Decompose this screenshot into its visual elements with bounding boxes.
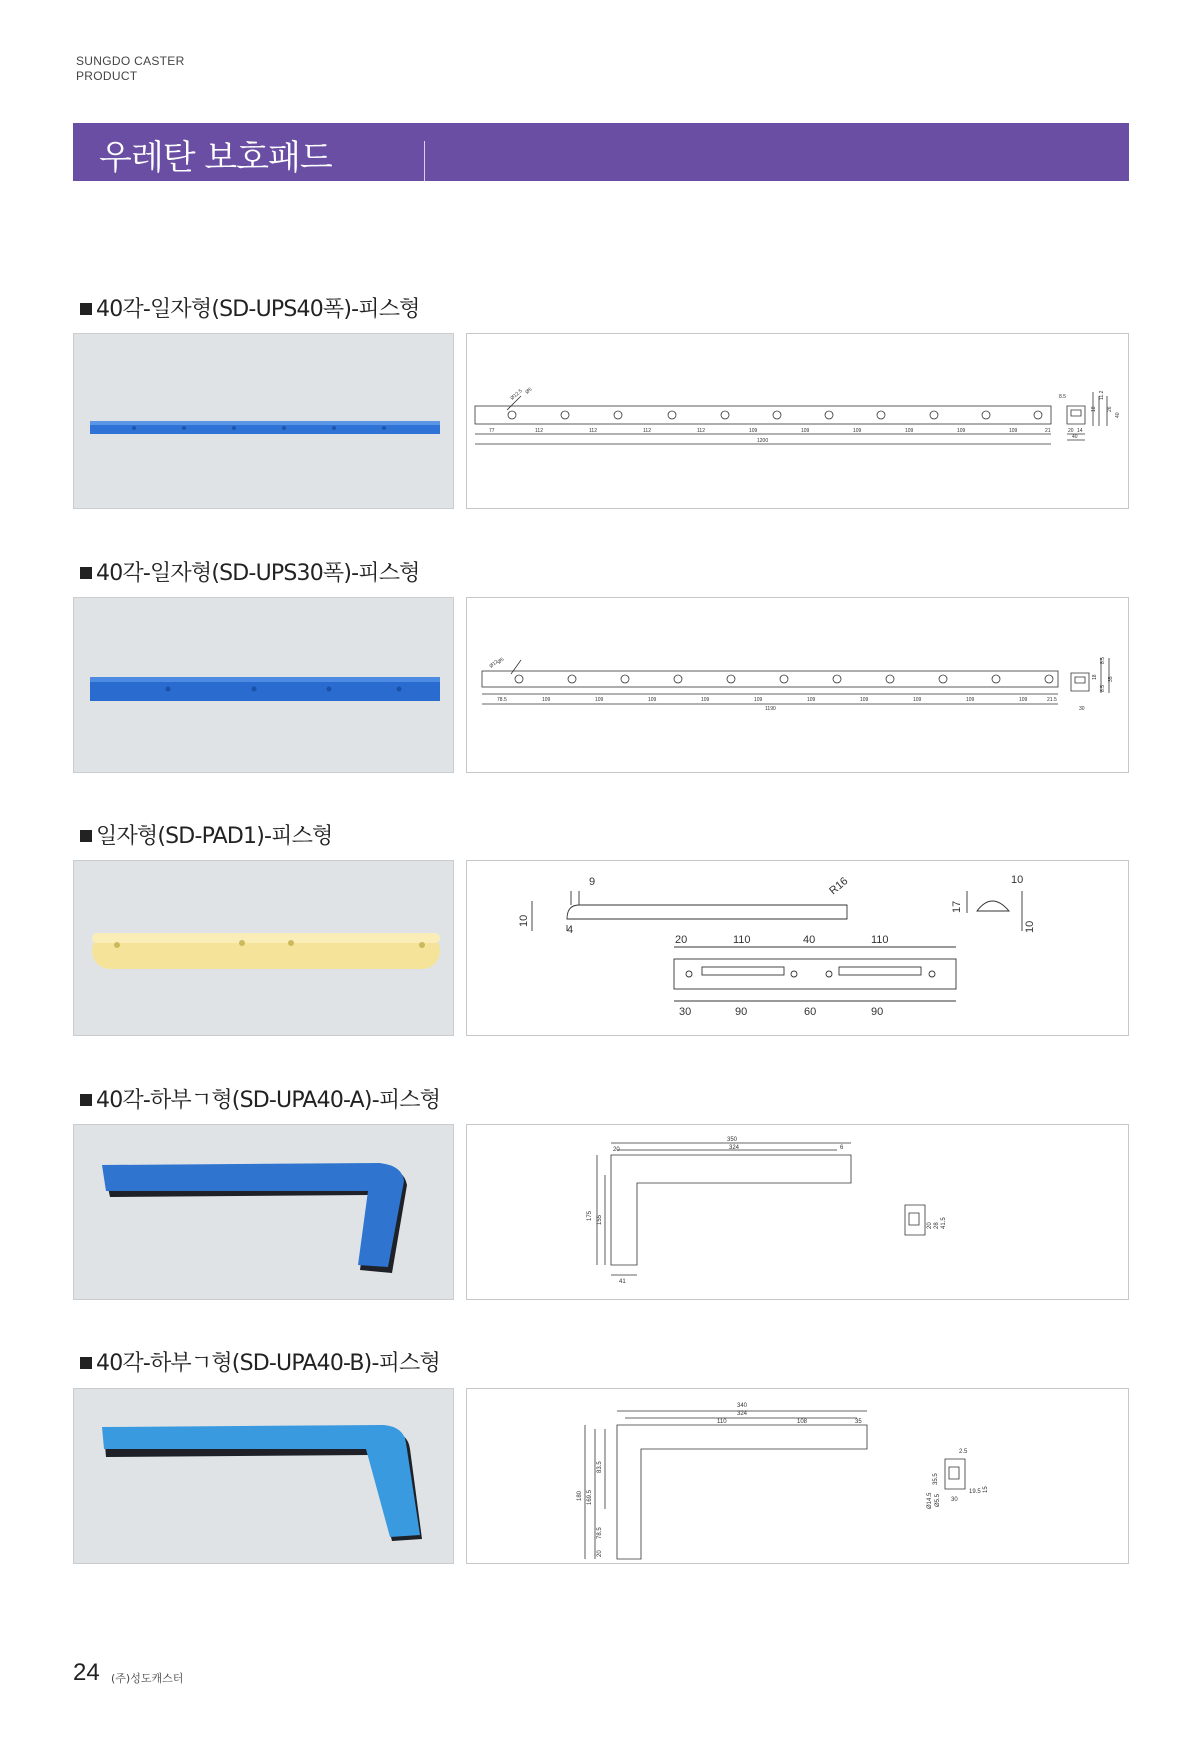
dim-label: 109 (905, 428, 914, 434)
dim-label: 77 (489, 428, 495, 434)
bullet-square-icon (80, 303, 92, 315)
bullet-square-icon (80, 830, 92, 842)
dim-label: 8.5 (1100, 657, 1106, 664)
product-photo-upa40-a (73, 1124, 454, 1300)
dim-label: 180 (577, 1490, 583, 1501)
dim-label: 109 (1009, 428, 1018, 434)
dim-label: Ø5 (524, 386, 534, 396)
page-number: 24 (73, 1659, 100, 1686)
dim-label: 112 (697, 428, 705, 434)
product-photo-ups30 (73, 597, 454, 773)
dim-label: 155 (597, 1214, 603, 1225)
blue-angle-pad-image (74, 1125, 454, 1300)
section-title-ups40 (80, 292, 420, 323)
bullet-square-icon (80, 567, 92, 579)
technical-drawing-ups40 (466, 333, 1129, 509)
dim-label: 109 (860, 697, 869, 703)
section-title-text: 40각-하부ㄱ형(SD-UPA40-A)-피스형 (96, 1088, 441, 1113)
section-title-text: 40각-하부ㄱ형(SD-UPA40-B)-피스형 (96, 1351, 440, 1376)
dim-label: 15 (983, 1486, 989, 1493)
light-blue-angle-pad-image (74, 1389, 454, 1564)
section-title-ups30 (80, 556, 420, 587)
brand-line1: SUNGDO CASTER (76, 54, 185, 68)
dim-label: 20 (675, 934, 688, 946)
section-title-upa40-b (80, 1346, 440, 1377)
dim-label: Ø12 (488, 658, 500, 670)
dim-label: 340 (737, 1403, 748, 1409)
company-name: (주)성도캐스터 (111, 1672, 184, 1685)
dim-label: 112 (589, 428, 597, 434)
dim-label: 324 (737, 1411, 748, 1417)
dim-label: 6 (840, 1145, 844, 1151)
dim-label: 109 (957, 428, 966, 434)
dim-label: Ø12.5 (509, 388, 524, 402)
yellow-pad-image (74, 861, 454, 1036)
dim-label: 20 (1068, 428, 1074, 434)
dim-label: 40 (1072, 434, 1078, 440)
blue-strip-image (74, 334, 454, 509)
dim-label: Ø5.5 (935, 1493, 941, 1507)
dim-label: 9 (589, 876, 596, 888)
blue-strip-image (74, 598, 454, 773)
section-title-text: 40각-일자형(SD-UPS30폭)-피스형 (96, 561, 420, 586)
dim-label: 109 (853, 428, 862, 434)
dim-label: 17 (951, 900, 963, 913)
dim-label: 60 (804, 1006, 817, 1018)
technical-drawing-ups30 (466, 597, 1129, 773)
dim-label: 26 (1107, 406, 1113, 412)
dim-label: 108 (797, 1419, 808, 1425)
dim-label: R16 (827, 875, 851, 898)
dim-label: 83.5 (597, 1461, 603, 1473)
dim-label: 109 (749, 428, 758, 434)
dim-label: 110 (733, 934, 751, 946)
page-title-bar (73, 123, 1129, 181)
dim-label: 35 (855, 1419, 862, 1425)
bullet-square-icon (80, 1094, 92, 1106)
dim-label: 30 (1079, 706, 1085, 712)
brand-line2: PRODUCT (76, 69, 138, 83)
dim-label: 112 (535, 428, 543, 434)
dim-label: 350 (727, 1137, 738, 1143)
dim-label: 110 (871, 934, 889, 946)
dim-label: 18 (1092, 674, 1098, 680)
dim-label: 109 (754, 697, 763, 703)
dim-label: 324 (729, 1145, 740, 1151)
dim-label: 78.5 (597, 1527, 603, 1539)
technical-drawing-upa40-b (466, 1388, 1129, 1564)
brand-label (76, 54, 185, 84)
dim-label: 90 (871, 1006, 884, 1018)
dim-label: 41.5 (941, 1217, 947, 1229)
dim-label: 41 (619, 1279, 626, 1285)
product-photo-upa40-b (73, 1388, 454, 1564)
dim-label: 1200 (757, 438, 769, 444)
dim-label: 30 (679, 1006, 692, 1018)
dim-label: 40 (1115, 412, 1121, 418)
dim-label: 169.5 (587, 1489, 593, 1505)
dim-label: 18 (1091, 406, 1097, 412)
dim-label: 109 (801, 428, 810, 434)
dim-label: 35.5 (933, 1473, 939, 1485)
section-title-upa40-a (80, 1083, 440, 1114)
product-photo-pad1 (73, 860, 454, 1036)
dim-label: 8.5 (1059, 394, 1066, 400)
dim-label: 1190 (765, 706, 776, 712)
dim-label: 112 (643, 428, 651, 434)
dim-label: 109 (966, 697, 975, 703)
dim-label: 19.5 (969, 1489, 981, 1495)
page-title: 우레탄 보호패드 (99, 138, 332, 178)
product-photo-ups40 (73, 333, 454, 509)
dim-label: 110 (717, 1419, 727, 1425)
dim-label: 28 (934, 1222, 940, 1229)
technical-drawing-pad1 (466, 860, 1129, 1036)
dim-label: 14 (1077, 428, 1083, 434)
section-title-text: 일자형(SD-PAD1)-피스형 (96, 824, 333, 849)
dim-label: 2.5 (959, 1449, 968, 1455)
dim-label: 35 (1108, 676, 1114, 682)
title-divider (424, 141, 425, 181)
dim-label: 20 (613, 1147, 620, 1153)
technical-drawing-upa40-a (466, 1124, 1129, 1300)
dim-label: 40 (803, 934, 816, 946)
dim-label: 10 (518, 914, 530, 927)
dim-label: 109 (542, 697, 551, 703)
dim-label: 8.5 (1100, 685, 1106, 692)
dim-label: 109 (648, 697, 657, 703)
section-title-text: 40각-일자형(SD-UPS40폭)-피스형 (96, 297, 420, 322)
dim-label: 78.5 (497, 697, 507, 703)
dim-label: 30 (951, 1497, 958, 1503)
dim-label: 21.5 (1047, 697, 1057, 703)
dim-label: 109 (595, 697, 604, 703)
dim-label: Ø14.5 (927, 1492, 933, 1509)
dim-label: 109 (913, 697, 922, 703)
dim-label: 10 (1024, 920, 1036, 933)
dim-label: 11.2 (1099, 390, 1105, 400)
dim-label: 4 (567, 924, 574, 936)
dim-label: 109 (807, 697, 816, 703)
dim-label: 90 (735, 1006, 748, 1018)
dim-label: 21 (1045, 428, 1051, 434)
dim-label: 109 (1019, 697, 1028, 703)
dim-label: 20 (927, 1222, 933, 1229)
dim-label: 175 (587, 1210, 593, 1221)
section-title-pad1 (80, 819, 333, 850)
bullet-square-icon (80, 1357, 92, 1369)
dim-label: Ø5 (496, 656, 506, 666)
dim-label: 109 (701, 697, 710, 703)
dim-label: 20 (597, 1550, 603, 1557)
dim-label: 10 (1011, 874, 1024, 886)
